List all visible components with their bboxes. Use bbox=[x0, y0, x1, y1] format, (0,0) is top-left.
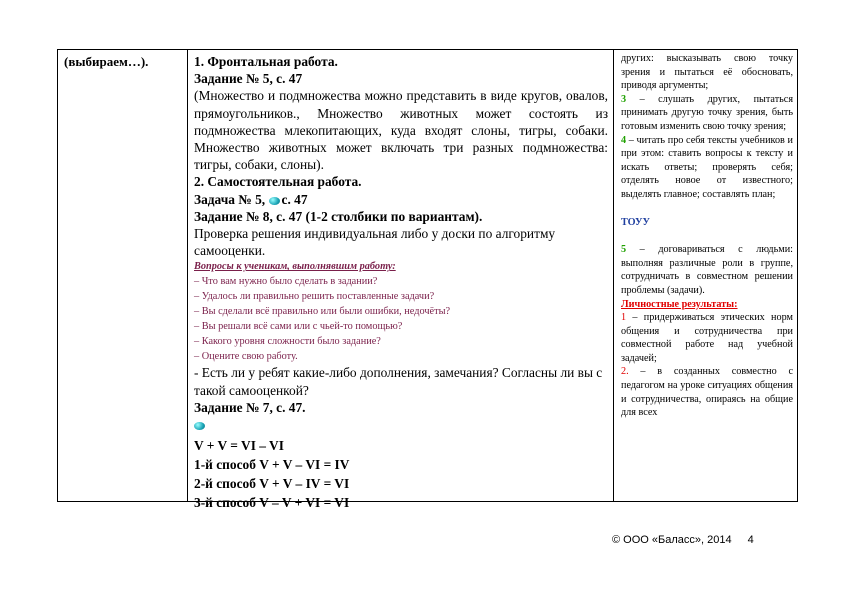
task-ref: Задание № 5, с. 47 bbox=[194, 71, 303, 87]
outcome-number: 2. bbox=[621, 366, 629, 378]
lesson-table bbox=[57, 49, 798, 511]
gem-icon bbox=[269, 197, 280, 205]
task-ref-b: с. 47 bbox=[281, 191, 308, 207]
task-ref-a: Задача № 5, bbox=[194, 191, 266, 207]
question-item: – Вы решали всё сами или с чьей-то помощью? bbox=[194, 321, 403, 333]
personal-results-heading: Личностные результаты: bbox=[621, 298, 738, 310]
outcome-number: 3 bbox=[621, 93, 627, 105]
stage-text: (выбираем…). bbox=[64, 54, 149, 69]
outcome-item bbox=[621, 365, 793, 419]
paragraph: (Множество и подмножества можно представить в виде кругов, овалов, прямоугольников., Множество животных может состоять из подмножества млекопитающих, куда входят слоны, тигры, собаки. Множество животных может включать три разных подмножества: тигры, собаки, слоны). bbox=[194, 88, 608, 173]
equation: 1-й способ V + V – VI = IV bbox=[194, 457, 350, 473]
column-divider bbox=[613, 50, 614, 501]
page-number: 4 bbox=[747, 534, 754, 546]
copyright: © ООО «Баласс», 2014 bbox=[612, 534, 732, 546]
question-item: – Вы сделали всё правильно или были ошибки, недочёты? bbox=[194, 306, 451, 318]
equation: 2-й способ V + V – IV = VI bbox=[194, 476, 350, 492]
section-heading: 2. Самостоятельная работа. bbox=[194, 174, 362, 190]
outcome-item bbox=[621, 243, 793, 297]
gem-icon bbox=[194, 422, 205, 430]
outcome-number: 5 bbox=[621, 244, 627, 256]
outcome-text: – придерживаться этических норм общения и сотрудничества при совместной работе над учебной задачей; bbox=[621, 312, 793, 364]
stage-cell bbox=[64, 54, 184, 70]
outcomes-cell bbox=[621, 52, 793, 420]
question-item: – Оцените свою работу. bbox=[194, 351, 298, 363]
outcome-text: других: высказывать свою точку зрения и пытаться её обосновать, приводя аргументы; bbox=[621, 53, 793, 92]
equation: 3-й способ V – V + VI = VI bbox=[194, 495, 350, 511]
activity-cell bbox=[194, 53, 608, 512]
outcome-item bbox=[621, 311, 793, 365]
page-footer bbox=[612, 534, 754, 546]
task-ref bbox=[194, 191, 608, 208]
outcome-number: 1 bbox=[621, 312, 627, 324]
spacer bbox=[621, 229, 793, 243]
gem-line bbox=[194, 416, 608, 433]
task-ref: Задание № 8, с. 47 (1-2 столбики по вариантам). bbox=[194, 208, 483, 224]
question-item: – Какого уровня сложности было задание? bbox=[194, 336, 381, 348]
outcome-item bbox=[621, 134, 793, 202]
questions-title: Вопросы к ученикам, выполнявшим работу: bbox=[194, 261, 396, 273]
question-item: – Удалось ли правильно решить поставленные задачи? bbox=[194, 291, 435, 303]
outcome-number: 4 bbox=[621, 134, 627, 146]
outcome-text: – читать про себя тексты учебников и при этом: ставить вопросы к тексту и искать ответы; проверять себя; отделять новое от известного; выделять главное; составлять план; bbox=[621, 134, 793, 200]
outcome-item bbox=[621, 93, 793, 134]
equation: V + V = VI – VI bbox=[194, 438, 284, 454]
task-ref: Задание № 7, с. 47. bbox=[194, 399, 306, 415]
question-item: – Что вам нужно было сделать в задании? bbox=[194, 276, 378, 288]
outcome-text: – слушать других, пытаться принимать другую точку зрения, быть готовым изменить свою точку зрения; bbox=[621, 93, 793, 132]
outcome-text: – в созданных совместно с педагогом на уроке ситуациях общения и сотрудничества, опираясь на общие для всех bbox=[621, 366, 793, 419]
paragraph: Проверка решения индивидуальная либо у доски по алгоритму самооценки. bbox=[194, 226, 556, 259]
toyu-heading: ТОУУ bbox=[621, 216, 650, 228]
section-heading: 1. Фронтальная работа. bbox=[194, 54, 338, 69]
paragraph: - Есть ли у ребят какие-либо дополнения, замечания? Согласны ли вы с такой самооценкой? bbox=[194, 365, 603, 398]
outcome-text: – договариваться с людьми: выполняя различные роли в группе, сотрудничать в совместном решении проблемы (задачи). bbox=[621, 244, 793, 296]
spacer bbox=[621, 202, 793, 216]
column-divider bbox=[187, 50, 188, 501]
